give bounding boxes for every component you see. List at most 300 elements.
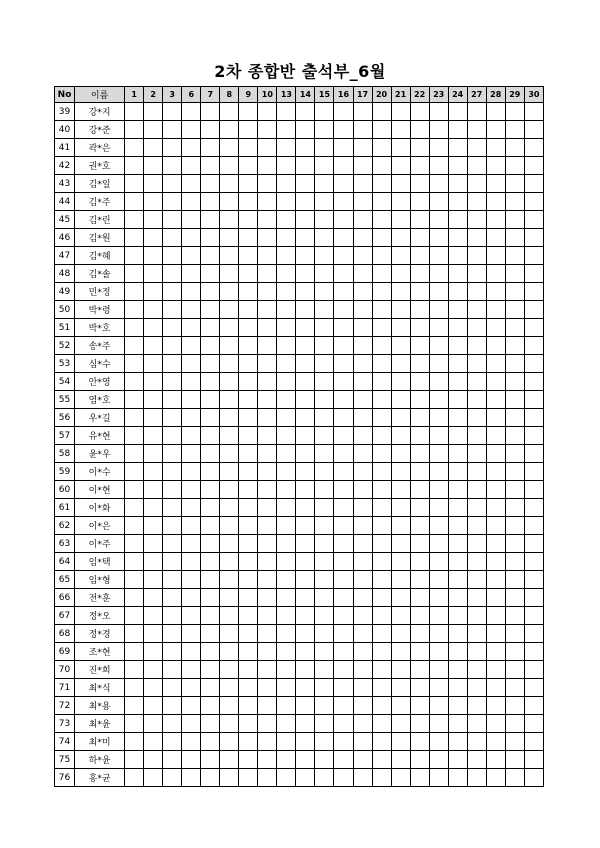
attendance-cell[interactable]: [429, 175, 448, 193]
attendance-cell[interactable]: [410, 283, 429, 301]
attendance-cell[interactable]: [125, 607, 144, 625]
attendance-cell[interactable]: [486, 553, 505, 571]
attendance-cell[interactable]: [296, 427, 315, 445]
attendance-cell[interactable]: [163, 589, 182, 607]
attendance-cell[interactable]: [372, 283, 391, 301]
attendance-cell[interactable]: [182, 517, 201, 535]
attendance-cell[interactable]: [334, 445, 353, 463]
attendance-cell[interactable]: [505, 607, 524, 625]
attendance-cell[interactable]: [296, 499, 315, 517]
attendance-cell[interactable]: [296, 301, 315, 319]
attendance-cell[interactable]: [524, 139, 543, 157]
attendance-cell[interactable]: [163, 499, 182, 517]
attendance-cell[interactable]: [315, 103, 334, 121]
attendance-cell[interactable]: [277, 697, 296, 715]
attendance-cell[interactable]: [429, 535, 448, 553]
attendance-cell[interactable]: [391, 643, 410, 661]
attendance-cell[interactable]: [239, 571, 258, 589]
attendance-cell[interactable]: [410, 643, 429, 661]
attendance-cell[interactable]: [429, 679, 448, 697]
attendance-cell[interactable]: [125, 409, 144, 427]
attendance-cell[interactable]: [201, 157, 220, 175]
attendance-cell[interactable]: [258, 121, 277, 139]
attendance-cell[interactable]: [163, 427, 182, 445]
attendance-cell[interactable]: [505, 553, 524, 571]
attendance-cell[interactable]: [239, 121, 258, 139]
attendance-cell[interactable]: [353, 733, 372, 751]
attendance-cell[interactable]: [220, 409, 239, 427]
attendance-cell[interactable]: [372, 589, 391, 607]
attendance-cell[interactable]: [334, 679, 353, 697]
attendance-cell[interactable]: [258, 751, 277, 769]
attendance-cell[interactable]: [391, 481, 410, 499]
attendance-cell[interactable]: [448, 427, 467, 445]
attendance-cell[interactable]: [296, 553, 315, 571]
attendance-cell[interactable]: [163, 337, 182, 355]
attendance-cell[interactable]: [486, 661, 505, 679]
attendance-cell[interactable]: [429, 229, 448, 247]
attendance-cell[interactable]: [524, 751, 543, 769]
attendance-cell[interactable]: [220, 589, 239, 607]
attendance-cell[interactable]: [258, 589, 277, 607]
attendance-cell[interactable]: [144, 715, 163, 733]
attendance-cell[interactable]: [391, 445, 410, 463]
attendance-cell[interactable]: [467, 481, 486, 499]
attendance-cell[interactable]: [277, 445, 296, 463]
attendance-cell[interactable]: [429, 301, 448, 319]
attendance-cell[interactable]: [315, 391, 334, 409]
attendance-cell[interactable]: [429, 283, 448, 301]
attendance-cell[interactable]: [429, 553, 448, 571]
attendance-cell[interactable]: [410, 355, 429, 373]
attendance-cell[interactable]: [315, 643, 334, 661]
attendance-cell[interactable]: [391, 373, 410, 391]
attendance-cell[interactable]: [410, 427, 429, 445]
attendance-cell[interactable]: [182, 427, 201, 445]
attendance-cell[interactable]: [182, 463, 201, 481]
attendance-cell[interactable]: [334, 139, 353, 157]
attendance-cell[interactable]: [277, 193, 296, 211]
attendance-cell[interactable]: [467, 571, 486, 589]
attendance-cell[interactable]: [467, 283, 486, 301]
attendance-cell[interactable]: [125, 535, 144, 553]
attendance-cell[interactable]: [505, 139, 524, 157]
attendance-cell[interactable]: [391, 715, 410, 733]
attendance-cell[interactable]: [467, 121, 486, 139]
attendance-cell[interactable]: [144, 697, 163, 715]
attendance-cell[interactable]: [334, 661, 353, 679]
attendance-cell[interactable]: [448, 157, 467, 175]
attendance-cell[interactable]: [163, 103, 182, 121]
attendance-cell[interactable]: [163, 283, 182, 301]
attendance-cell[interactable]: [258, 211, 277, 229]
attendance-cell[interactable]: [467, 697, 486, 715]
attendance-cell[interactable]: [182, 607, 201, 625]
attendance-cell[interactable]: [505, 229, 524, 247]
attendance-cell[interactable]: [125, 337, 144, 355]
attendance-cell[interactable]: [486, 283, 505, 301]
attendance-cell[interactable]: [505, 337, 524, 355]
attendance-cell[interactable]: [353, 697, 372, 715]
attendance-cell[interactable]: [258, 193, 277, 211]
attendance-cell[interactable]: [258, 553, 277, 571]
attendance-cell[interactable]: [201, 247, 220, 265]
attendance-cell[interactable]: [220, 265, 239, 283]
attendance-cell[interactable]: [429, 211, 448, 229]
attendance-cell[interactable]: [315, 409, 334, 427]
attendance-cell[interactable]: [448, 355, 467, 373]
attendance-cell[interactable]: [125, 751, 144, 769]
attendance-cell[interactable]: [201, 265, 220, 283]
attendance-cell[interactable]: [220, 229, 239, 247]
attendance-cell[interactable]: [163, 625, 182, 643]
attendance-cell[interactable]: [182, 283, 201, 301]
attendance-cell[interactable]: [486, 643, 505, 661]
attendance-cell[interactable]: [144, 625, 163, 643]
attendance-cell[interactable]: [296, 139, 315, 157]
attendance-cell[interactable]: [448, 373, 467, 391]
attendance-cell[interactable]: [334, 103, 353, 121]
attendance-cell[interactable]: [182, 157, 201, 175]
attendance-cell[interactable]: [353, 427, 372, 445]
attendance-cell[interactable]: [505, 679, 524, 697]
attendance-cell[interactable]: [429, 139, 448, 157]
attendance-cell[interactable]: [258, 157, 277, 175]
attendance-cell[interactable]: [201, 229, 220, 247]
attendance-cell[interactable]: [372, 247, 391, 265]
attendance-cell[interactable]: [144, 427, 163, 445]
attendance-cell[interactable]: [201, 589, 220, 607]
attendance-cell[interactable]: [144, 103, 163, 121]
attendance-cell[interactable]: [505, 733, 524, 751]
attendance-cell[interactable]: [505, 715, 524, 733]
attendance-cell[interactable]: [125, 229, 144, 247]
attendance-cell[interactable]: [524, 715, 543, 733]
attendance-cell[interactable]: [144, 355, 163, 373]
attendance-cell[interactable]: [163, 661, 182, 679]
attendance-cell[interactable]: [258, 697, 277, 715]
attendance-cell[interactable]: [239, 535, 258, 553]
attendance-cell[interactable]: [448, 661, 467, 679]
attendance-cell[interactable]: [220, 481, 239, 499]
attendance-cell[interactable]: [182, 535, 201, 553]
attendance-cell[interactable]: [220, 301, 239, 319]
attendance-cell[interactable]: [353, 337, 372, 355]
attendance-cell[interactable]: [182, 697, 201, 715]
attendance-cell[interactable]: [277, 175, 296, 193]
attendance-cell[interactable]: [315, 175, 334, 193]
attendance-cell[interactable]: [201, 535, 220, 553]
attendance-cell[interactable]: [505, 283, 524, 301]
attendance-cell[interactable]: [220, 373, 239, 391]
attendance-cell[interactable]: [163, 391, 182, 409]
attendance-cell[interactable]: [372, 715, 391, 733]
attendance-cell[interactable]: [448, 607, 467, 625]
attendance-cell[interactable]: [334, 625, 353, 643]
attendance-cell[interactable]: [372, 229, 391, 247]
attendance-cell[interactable]: [315, 427, 334, 445]
attendance-cell[interactable]: [163, 679, 182, 697]
attendance-cell[interactable]: [239, 337, 258, 355]
attendance-cell[interactable]: [296, 211, 315, 229]
attendance-cell[interactable]: [448, 571, 467, 589]
attendance-cell[interactable]: [201, 121, 220, 139]
attendance-cell[interactable]: [410, 445, 429, 463]
attendance-cell[interactable]: [125, 139, 144, 157]
attendance-cell[interactable]: [429, 247, 448, 265]
attendance-cell[interactable]: [239, 283, 258, 301]
attendance-cell[interactable]: [353, 175, 372, 193]
attendance-cell[interactable]: [467, 355, 486, 373]
attendance-cell[interactable]: [258, 463, 277, 481]
attendance-cell[interactable]: [201, 373, 220, 391]
attendance-cell[interactable]: [429, 265, 448, 283]
attendance-cell[interactable]: [410, 373, 429, 391]
attendance-cell[interactable]: [296, 355, 315, 373]
attendance-cell[interactable]: [296, 283, 315, 301]
attendance-cell[interactable]: [163, 193, 182, 211]
attendance-cell[interactable]: [201, 643, 220, 661]
attendance-cell[interactable]: [467, 445, 486, 463]
attendance-cell[interactable]: [220, 571, 239, 589]
attendance-cell[interactable]: [315, 337, 334, 355]
attendance-cell[interactable]: [125, 247, 144, 265]
attendance-cell[interactable]: [144, 193, 163, 211]
attendance-cell[interactable]: [353, 481, 372, 499]
attendance-cell[interactable]: [448, 319, 467, 337]
attendance-cell[interactable]: [277, 625, 296, 643]
attendance-cell[interactable]: [315, 121, 334, 139]
attendance-cell[interactable]: [391, 625, 410, 643]
attendance-cell[interactable]: [467, 103, 486, 121]
attendance-cell[interactable]: [410, 697, 429, 715]
attendance-cell[interactable]: [524, 157, 543, 175]
attendance-cell[interactable]: [486, 211, 505, 229]
attendance-cell[interactable]: [315, 139, 334, 157]
attendance-cell[interactable]: [353, 301, 372, 319]
attendance-cell[interactable]: [277, 769, 296, 787]
attendance-cell[interactable]: [220, 553, 239, 571]
attendance-cell[interactable]: [258, 355, 277, 373]
attendance-cell[interactable]: [524, 481, 543, 499]
attendance-cell[interactable]: [505, 157, 524, 175]
attendance-cell[interactable]: [486, 319, 505, 337]
attendance-cell[interactable]: [353, 247, 372, 265]
attendance-cell[interactable]: [486, 139, 505, 157]
attendance-cell[interactable]: [125, 391, 144, 409]
attendance-cell[interactable]: [429, 445, 448, 463]
attendance-cell[interactable]: [353, 643, 372, 661]
attendance-cell[interactable]: [429, 121, 448, 139]
attendance-cell[interactable]: [391, 229, 410, 247]
attendance-cell[interactable]: [220, 427, 239, 445]
attendance-cell[interactable]: [125, 733, 144, 751]
attendance-cell[interactable]: [239, 301, 258, 319]
attendance-cell[interactable]: [277, 607, 296, 625]
attendance-cell[interactable]: [524, 643, 543, 661]
attendance-cell[interactable]: [467, 625, 486, 643]
attendance-cell[interactable]: [163, 553, 182, 571]
attendance-cell[interactable]: [353, 535, 372, 553]
attendance-cell[interactable]: [201, 481, 220, 499]
attendance-cell[interactable]: [372, 769, 391, 787]
attendance-cell[interactable]: [258, 625, 277, 643]
attendance-cell[interactable]: [467, 247, 486, 265]
attendance-cell[interactable]: [125, 463, 144, 481]
attendance-cell[interactable]: [258, 769, 277, 787]
attendance-cell[interactable]: [505, 373, 524, 391]
attendance-cell[interactable]: [220, 157, 239, 175]
attendance-cell[interactable]: [182, 391, 201, 409]
attendance-cell[interactable]: [258, 319, 277, 337]
attendance-cell[interactable]: [467, 463, 486, 481]
attendance-cell[interactable]: [334, 499, 353, 517]
attendance-cell[interactable]: [144, 607, 163, 625]
attendance-cell[interactable]: [448, 139, 467, 157]
attendance-cell[interactable]: [144, 373, 163, 391]
attendance-cell[interactable]: [486, 751, 505, 769]
attendance-cell[interactable]: [429, 319, 448, 337]
attendance-cell[interactable]: [524, 229, 543, 247]
attendance-cell[interactable]: [163, 751, 182, 769]
attendance-cell[interactable]: [524, 355, 543, 373]
attendance-cell[interactable]: [372, 337, 391, 355]
attendance-cell[interactable]: [239, 553, 258, 571]
attendance-cell[interactable]: [163, 157, 182, 175]
attendance-cell[interactable]: [372, 643, 391, 661]
attendance-cell[interactable]: [220, 319, 239, 337]
attendance-cell[interactable]: [277, 643, 296, 661]
attendance-cell[interactable]: [524, 265, 543, 283]
attendance-cell[interactable]: [258, 661, 277, 679]
attendance-cell[interactable]: [486, 103, 505, 121]
attendance-cell[interactable]: [410, 337, 429, 355]
attendance-cell[interactable]: [201, 427, 220, 445]
attendance-cell[interactable]: [486, 391, 505, 409]
attendance-cell[interactable]: [239, 751, 258, 769]
attendance-cell[interactable]: [505, 409, 524, 427]
attendance-cell[interactable]: [220, 517, 239, 535]
attendance-cell[interactable]: [467, 211, 486, 229]
attendance-cell[interactable]: [201, 517, 220, 535]
attendance-cell[interactable]: [182, 571, 201, 589]
attendance-cell[interactable]: [334, 229, 353, 247]
attendance-cell[interactable]: [448, 301, 467, 319]
attendance-cell[interactable]: [277, 715, 296, 733]
attendance-cell[interactable]: [125, 175, 144, 193]
attendance-cell[interactable]: [353, 229, 372, 247]
attendance-cell[interactable]: [277, 751, 296, 769]
attendance-cell[interactable]: [144, 751, 163, 769]
attendance-cell[interactable]: [277, 373, 296, 391]
attendance-cell[interactable]: [448, 229, 467, 247]
attendance-cell[interactable]: [467, 607, 486, 625]
attendance-cell[interactable]: [220, 661, 239, 679]
attendance-cell[interactable]: [429, 409, 448, 427]
attendance-cell[interactable]: [372, 157, 391, 175]
attendance-cell[interactable]: [201, 661, 220, 679]
attendance-cell[interactable]: [524, 769, 543, 787]
attendance-cell[interactable]: [353, 409, 372, 427]
attendance-cell[interactable]: [125, 625, 144, 643]
attendance-cell[interactable]: [391, 391, 410, 409]
attendance-cell[interactable]: [353, 193, 372, 211]
attendance-cell[interactable]: [429, 373, 448, 391]
attendance-cell[interactable]: [258, 409, 277, 427]
attendance-cell[interactable]: [239, 517, 258, 535]
attendance-cell[interactable]: [524, 517, 543, 535]
attendance-cell[interactable]: [277, 355, 296, 373]
attendance-cell[interactable]: [182, 211, 201, 229]
attendance-cell[interactable]: [296, 373, 315, 391]
attendance-cell[interactable]: [429, 751, 448, 769]
attendance-cell[interactable]: [277, 247, 296, 265]
attendance-cell[interactable]: [315, 769, 334, 787]
attendance-cell[interactable]: [220, 139, 239, 157]
attendance-cell[interactable]: [163, 211, 182, 229]
attendance-cell[interactable]: [182, 175, 201, 193]
attendance-cell[interactable]: [467, 661, 486, 679]
attendance-cell[interactable]: [220, 643, 239, 661]
attendance-cell[interactable]: [182, 445, 201, 463]
attendance-cell[interactable]: [524, 589, 543, 607]
attendance-cell[interactable]: [296, 229, 315, 247]
attendance-cell[interactable]: [182, 103, 201, 121]
attendance-cell[interactable]: [410, 517, 429, 535]
attendance-cell[interactable]: [486, 697, 505, 715]
attendance-cell[interactable]: [410, 553, 429, 571]
attendance-cell[interactable]: [505, 121, 524, 139]
attendance-cell[interactable]: [334, 553, 353, 571]
attendance-cell[interactable]: [220, 715, 239, 733]
attendance-cell[interactable]: [239, 175, 258, 193]
attendance-cell[interactable]: [125, 265, 144, 283]
attendance-cell[interactable]: [125, 193, 144, 211]
attendance-cell[interactable]: [448, 175, 467, 193]
attendance-cell[interactable]: [467, 517, 486, 535]
attendance-cell[interactable]: [448, 517, 467, 535]
attendance-cell[interactable]: [391, 589, 410, 607]
attendance-cell[interactable]: [467, 715, 486, 733]
attendance-cell[interactable]: [505, 427, 524, 445]
attendance-cell[interactable]: [315, 499, 334, 517]
attendance-cell[interactable]: [239, 247, 258, 265]
attendance-cell[interactable]: [144, 589, 163, 607]
attendance-cell[interactable]: [429, 355, 448, 373]
attendance-cell[interactable]: [277, 661, 296, 679]
attendance-cell[interactable]: [505, 535, 524, 553]
attendance-cell[interactable]: [410, 139, 429, 157]
attendance-cell[interactable]: [163, 517, 182, 535]
attendance-cell[interactable]: [163, 355, 182, 373]
attendance-cell[interactable]: [448, 247, 467, 265]
attendance-cell[interactable]: [429, 643, 448, 661]
attendance-cell[interactable]: [163, 535, 182, 553]
attendance-cell[interactable]: [505, 175, 524, 193]
attendance-cell[interactable]: [144, 661, 163, 679]
attendance-cell[interactable]: [296, 697, 315, 715]
attendance-cell[interactable]: [486, 535, 505, 553]
attendance-cell[interactable]: [277, 733, 296, 751]
attendance-cell[interactable]: [486, 445, 505, 463]
attendance-cell[interactable]: [486, 571, 505, 589]
attendance-cell[interactable]: [391, 535, 410, 553]
attendance-cell[interactable]: [486, 589, 505, 607]
attendance-cell[interactable]: [258, 373, 277, 391]
attendance-cell[interactable]: [163, 175, 182, 193]
attendance-cell[interactable]: [410, 175, 429, 193]
attendance-cell[interactable]: [182, 193, 201, 211]
